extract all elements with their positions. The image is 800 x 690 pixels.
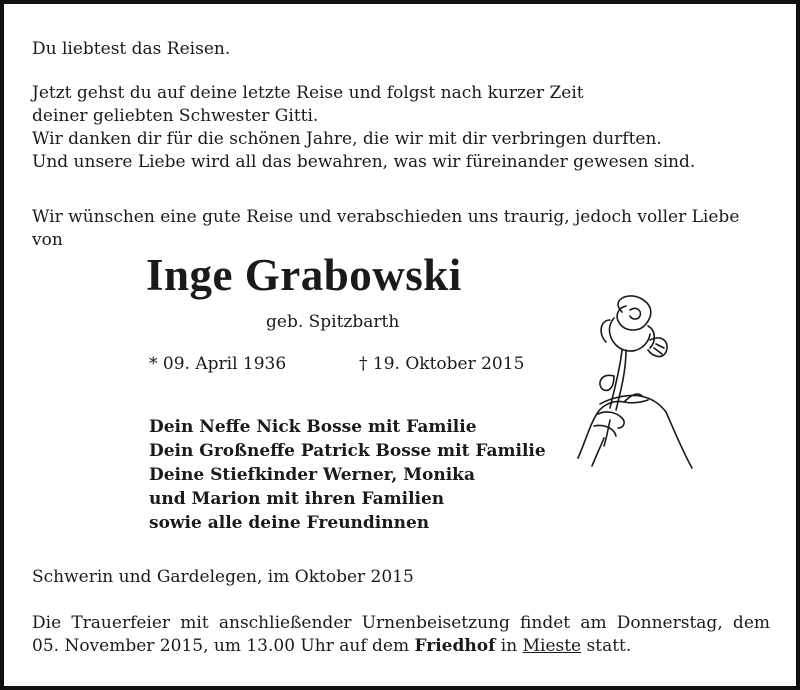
funeral-line: [32, 635, 770, 658]
birth-date: * 09. April 1936: [149, 354, 287, 374]
cemetery-label: Friedhof: [414, 636, 496, 656]
hand-holding-rose-icon: [570, 290, 710, 482]
mourner-line: sowie alle deine Freundinnen: [149, 513, 430, 533]
place-date: Schwerin und Gardelegen, im Oktober 2015: [32, 567, 414, 587]
funeral-text: in: [495, 636, 523, 656]
deceased-name: Inge Grabowski: [146, 250, 462, 300]
message-line: Jetzt gehst du auf deine letzte Reise und folgst nach kurzer Zeit: [32, 83, 584, 103]
mourner-line: Deine Stiefkinder Werner, Monika: [149, 465, 475, 485]
maiden-name: geb. Spitzbarth: [266, 312, 400, 332]
funeral-text: 05. November 2015, um 13.00 Uhr auf dem: [32, 636, 415, 656]
message-line: Und unsere Liebe wird all das bewahren, was wir füreinander gewesen sind.: [32, 152, 696, 172]
message-line: deiner geliebten Schwester Gitti.: [32, 106, 319, 126]
message-line: Wir danken dir für die schönen Jahre, die wir mit dir verbringen durften.: [32, 129, 662, 149]
location-link[interactable]: Mieste: [522, 636, 582, 656]
funeral-line: Die Trauerfeier mit anschließender Urnenbeisetzung findet am Donnerstag, dem: [32, 613, 770, 633]
funeral-info: [32, 612, 770, 658]
message-paragraph: [32, 82, 770, 174]
farewell-text: Wir wünschen eine gute Reise und verabschieden uns traurig, jedoch voller Liebe von: [32, 207, 740, 250]
mourner-line: Dein Großneffe Patrick Bosse mit Familie: [149, 441, 546, 461]
intro-text: Du liebtest das Reisen.: [32, 39, 231, 59]
mourners-list: [149, 415, 546, 535]
funeral-text: statt.: [581, 636, 632, 656]
death-date: † 19. Oktober 2015: [359, 354, 525, 374]
mourner-line: und Marion mit ihren Familien: [149, 489, 445, 509]
mourner-line: Dein Neffe Nick Bosse mit Familie: [149, 417, 477, 437]
